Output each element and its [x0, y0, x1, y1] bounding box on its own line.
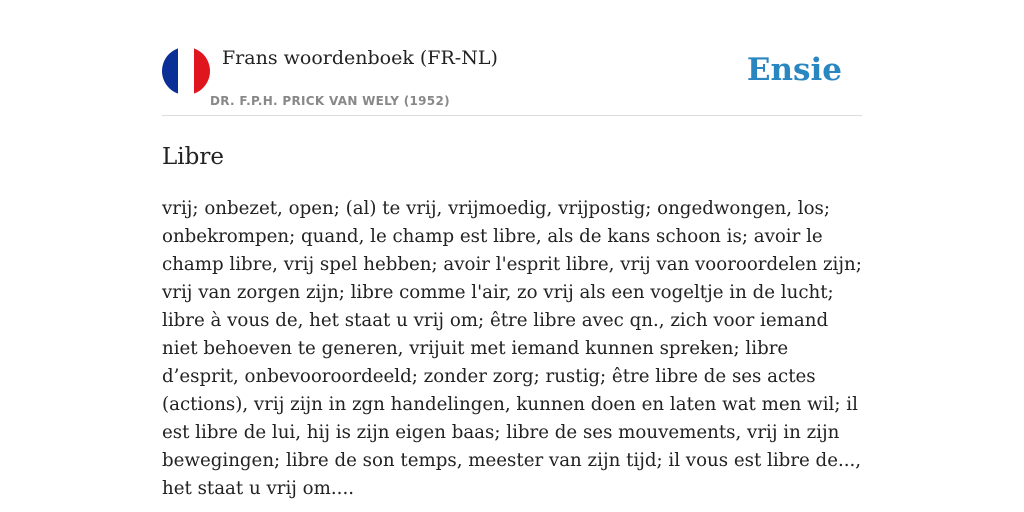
- french-flag-icon: [162, 47, 210, 95]
- brand-logo[interactable]: Ensie: [746, 52, 842, 88]
- definition-text: vrij; onbezet, open; (al) te vrij, vrijmoedig, vrijpostig; ongedwongen, los; onbekrompen; quand, le champ est libre, als de kans schoon is; avoir le champ libre, vrij spel hebben; avoir l'esprit libre, vrij van vooroordelen zijn; vrij van zorgen zijn; libre comme l'air, zo vrij als een vogeltje in de lucht; libre à vous de, het staat u vrij om; être libre avec qn., zich voor iemand niet behoeven te generen, vrijuit met iemand kunnen spreken; libre d’esprit, onbevooroordeeld; zonder zorg; rustig; être libre de ses actes (actions), vrij zijn in zgn handelingen, kunnen doen en laten wat men wil; il est libre de lui, hij is zijn eigen baas; libre de ses mouvements, vrij in zijn bewegingen; libre de son temps, meester van zijn tijd; il vous est libre de..., het staat u vrij om....: [162, 198, 862, 499]
- dictionary-title[interactable]: Frans woordenboek (FR-NL): [222, 47, 498, 69]
- entry-card: [162, 40, 862, 503]
- flag-red-stripe: [194, 47, 210, 95]
- flag-white-stripe: [178, 47, 194, 95]
- flag-blue-stripe: [162, 47, 178, 95]
- headword: Libre: [162, 144, 224, 170]
- dictionary-header: [162, 40, 862, 116]
- dictionary-author: DR. F.P.H. PRICK VAN WELY (1952): [210, 94, 450, 108]
